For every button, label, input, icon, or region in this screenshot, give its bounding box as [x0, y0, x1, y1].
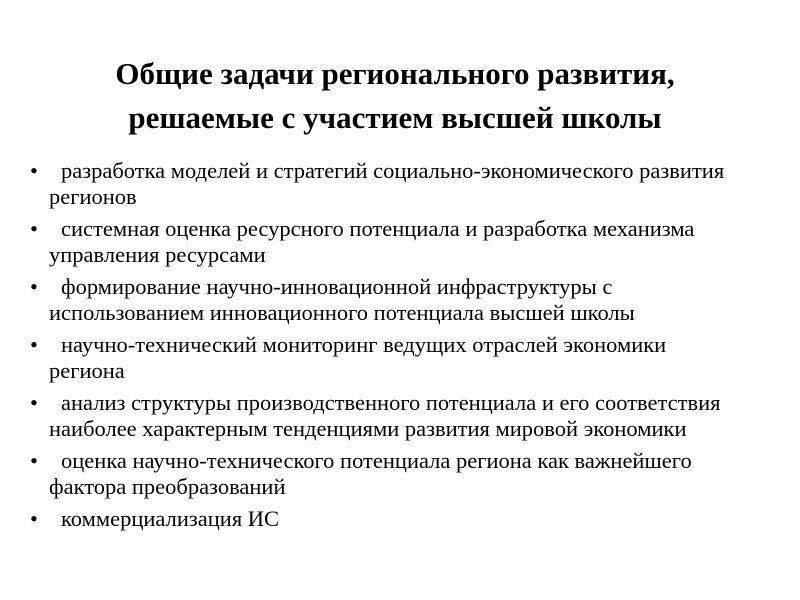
item-text: коммерциализация ИС [61, 506, 280, 531]
list-item-text [49, 448, 740, 500]
item-text: разработка моделей и стратегий социально-экономического развития регионов [49, 158, 725, 209]
bullet-icon: • [30, 506, 38, 531]
list-item-text [49, 158, 740, 210]
list-item [30, 448, 740, 500]
slide-title [50, 52, 740, 140]
item-text: формирование научно-инновационной инфраструктуры с использованием инновационного потенциала высшей школы [49, 274, 635, 325]
bullet-icon: • [30, 390, 38, 415]
item-text: оценка научно-технического потенциала региона как важнейшего фактора преобразований [49, 448, 692, 499]
bullet-icon: • [30, 274, 38, 299]
item-text: анализ структуры производственного потенциала и его соответствия наиболее характерным тенденциями развития мировой экономики [49, 390, 721, 441]
title-line-1: Общие задачи регионального развития, [115, 56, 675, 91]
list-item [30, 274, 740, 326]
list-item-text [49, 390, 740, 442]
item-text: системная оценка ресурсного потенциала и разработка механизма управления ресурсами [49, 216, 695, 267]
list-item-text [49, 332, 740, 384]
list-item [30, 390, 740, 442]
list-item-text [49, 506, 740, 532]
bullet-icon: • [30, 332, 38, 357]
item-text: научно-технический мониторинг ведущих отраслей экономики региона [49, 332, 667, 383]
bullet-icon: • [30, 216, 38, 241]
bullet-icon: • [30, 448, 38, 473]
bullet-icon: • [30, 158, 38, 183]
list-item-text [49, 216, 740, 268]
title-line-2: решаемые с участием высшей школы [128, 100, 662, 135]
list-item [30, 332, 740, 384]
list-item [30, 158, 740, 210]
list-item-text [49, 274, 740, 326]
list-item [30, 506, 740, 532]
list-item [30, 216, 740, 268]
task-list [30, 158, 740, 532]
